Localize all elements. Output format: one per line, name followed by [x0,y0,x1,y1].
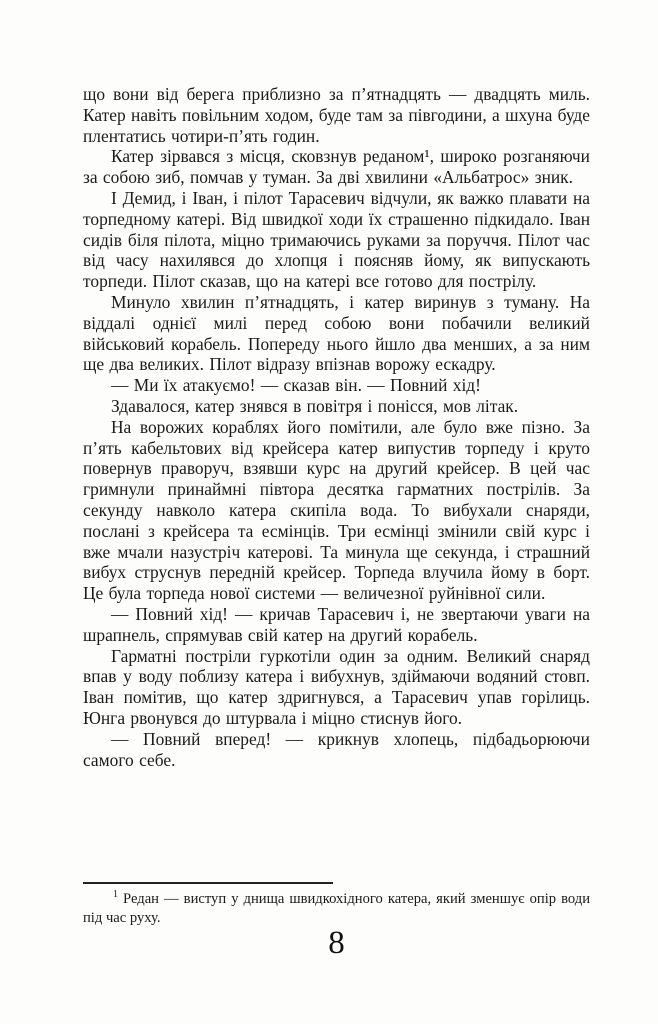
footnote-separator-rule [83,882,333,884]
footnote-marker: 1 [113,889,118,901]
footnote-body: Редан — виступ у днища швидкохідного катера, який зменшує опір води під час руху. [83,891,590,926]
footnote [83,882,590,927]
paragraph: Здавалося, катер знявся в повітря і понісся, мов літак. [111,395,519,416]
paragraph: І Демид, і Іван, і пілот Тарасевич відчули, як важко плавати на торпедному катері. Від швидкої ходи їх страшенно підкидало. Іван сидів біля пілота, міцно тримаючись руками за поруччя. Пілот час від часу нахилявся до хлопця і поясняв йому, як випускають торпеди. Пілот сказав, що на катері все готово для пострілу. [83,187,590,292]
dialogue-line: — Повний хід! — кричав Тарасевич і, не звертаючи уваги на шрапнель, спрямував свій катер на другий корабель. [83,603,590,645]
footnote-text [83,890,590,927]
paragraph: На ворожих кораблях його помітили, але було вже пізно. За п’ять кабельтових від крейсера катер випустив торпеду і круто повернув праворуч, взявши курс на другий крейсер. В цей час гримнули принаймні півтора десятка гарматних пострілів. За секунду навколо катера скипіла вода. То вибухали снаряди, послані з крейсера та есмінців. Три есмінці змінили свій курс і вже мчали назустріч катерові. Та минула ще секунда, і страшний вибух струснув передній крейсер. Торпеда влучила йому в борт. Це була торпеда нової системи — величезної руйнівної сили. [83,416,590,604]
dialogue-line: — Ми їх атакуємо! — сказав він. — Повний хід! [111,375,481,396]
paragraph: Минуло хвилин п’ятнадцять, і катер виринув з туману. На віддалі однієї милі перед собою вони побачили великий військовий корабель. Попереду нього йшло два менших, а за ним ще два великих. Пілот відразу впізнав ворожу ескадру. [83,291,590,375]
paragraph: Гарматні постріли гуркотіли один за одним. Великий снаряд впав у воду поблизу катера і вибухнув, здіймаючи водяний стовп. Іван помітив, що катер здригнувся, а Тарасевич упав горілиць. Юнга рвонувся до штурвала і міцно стиснув його. [83,645,590,728]
paragraph: що вони від берега приблизно за п’ятнадцять — двадцять миль. Катер навіть повільним ходом, буде там за півгодини, а шхуна буде плентатись чотири-п’ять годин. [83,84,590,146]
dialogue-line: — Повний вперед! — крикнув хлопець, підбадьорюючи самого себе. [83,728,590,770]
page-number: 8 [328,925,345,961]
body-text [83,84,590,876]
paragraph: Катер зірвався з місця, сковзнув реданом¹, широко розганяючи за собою зиб, помчав у туман. За дві хвилини «Альбатрос» зник. [83,146,590,188]
